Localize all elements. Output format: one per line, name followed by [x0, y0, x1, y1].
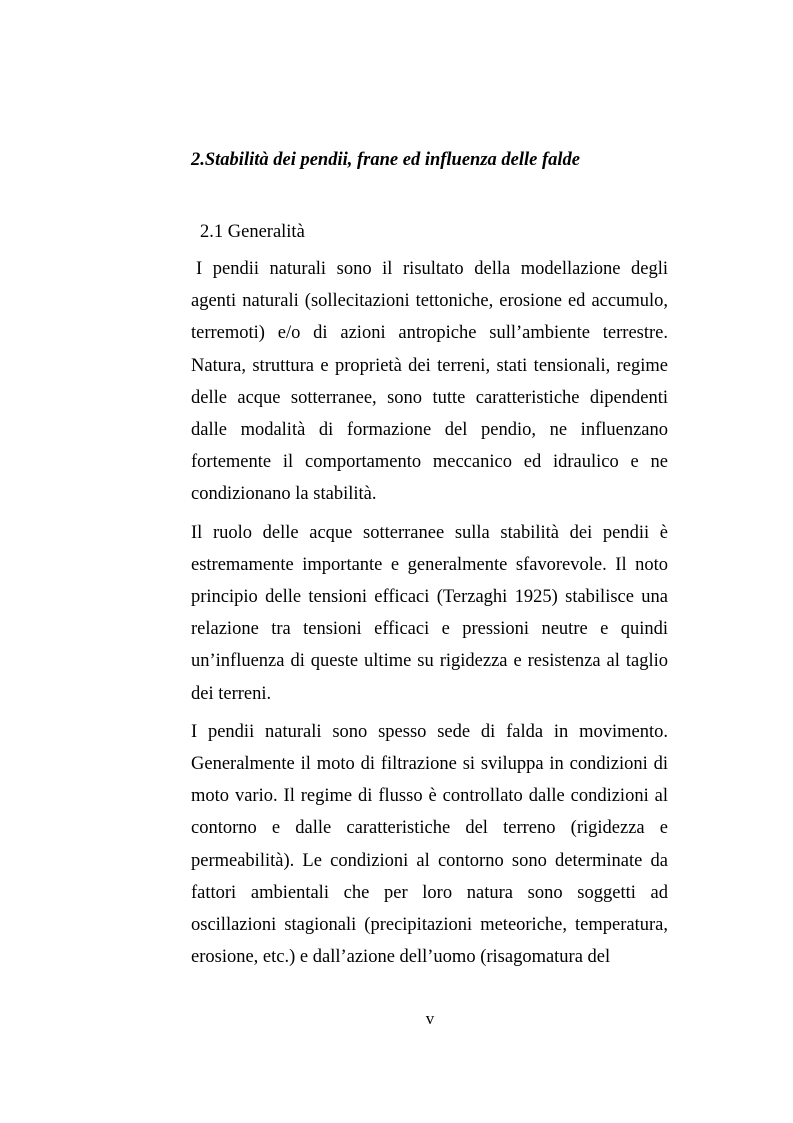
paragraph-2: Il ruolo delle acque sotterranee sulla stabilità dei pendii è estremamente importante e generalmente sfavorevole. Il noto principio delle tensioni efficaci (Terzaghi 1925) stabilisce una relazione tra tensioni efficaci e pressioni neutre e quindi un’influenza di queste ultime su rigidezza e resistenza al taglio dei terreni.: [191, 522, 668, 704]
paragraph-3: I pendii naturali sono spesso sede di falda in movimento. Generalmente il moto di filtrazione si sviluppa in condizioni di moto vario. Il regime di flusso è controllato dalle condizioni al contorno e dalle caratteristiche del terreno (rigidezza e permeabilità). Le condizioni al contorno sono determinate da fattori ambientali che per loro natura sono soggetti ad oscillazioni stagionali (precipitazioni meteoriche, temperatura, erosione, etc.) e dall’azione dell’uomo (risagomatura del: [191, 721, 668, 968]
section-heading: 2.1 Generalità: [200, 222, 305, 242]
chapter-title: 2.Stabilità dei pendii, frane ed influenza delle falde: [191, 150, 580, 170]
page-number: v: [425, 1009, 435, 1028]
paragraph-1: I pendii naturali sono il risultato della modellazione degli agenti naturali (sollecitazioni tettoniche, erosione ed accumulo, terremoti) e/o di azioni antropiche sull’ambiente terrestre. Natura, struttura e proprietà dei terreni, stati tensionali, regime delle acque sotterranee, sono tutte caratteristiche dipendenti dalle modalità di formazione del pendio, ne influenzano fortemente il comportamento meccanico ed idraulico e ne condizionano la stabilità.: [191, 259, 668, 505]
body-text: [191, 253, 668, 979]
